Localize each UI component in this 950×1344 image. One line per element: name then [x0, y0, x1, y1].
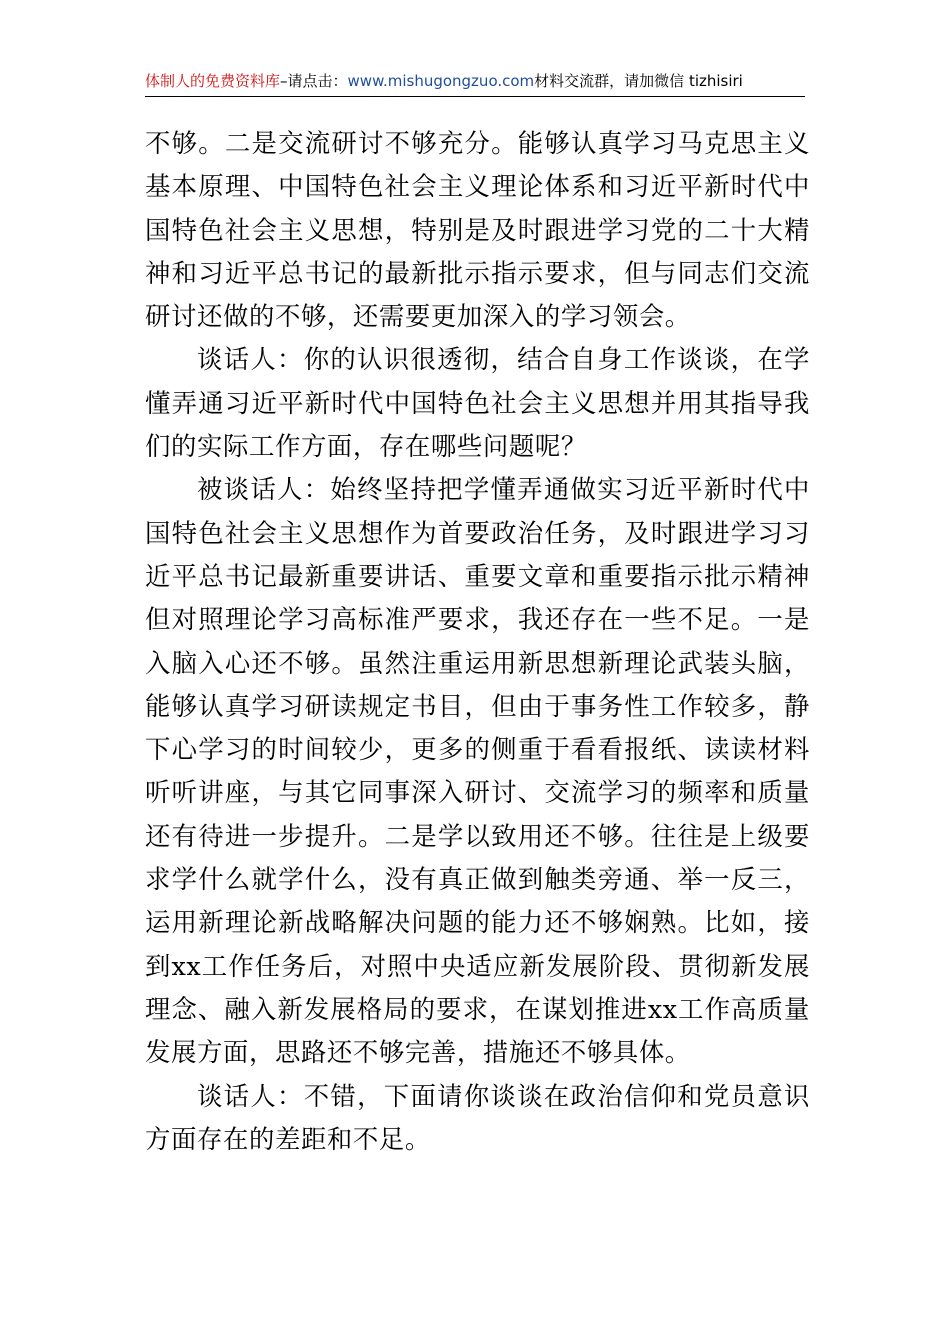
header-wechat-text: 材料交流群，请加微信 tizhisiri: [534, 72, 743, 90]
header-divider: [145, 96, 805, 97]
page-header: [145, 68, 805, 94]
document-body: [145, 122, 810, 1161]
paragraph-continued: 不够。二是交流研讨不够充分。能够认真学习马克思主义基本原理、中国特色社会主义理论体系和习近平新时代中国特色社会主义思想，特别是及时跟进学习党的二十大精神和习近平总书记的最新批示指示要求，但与同志们交流研讨还做的不够，还需要更加深入的学习领会。: [145, 128, 810, 332]
paragraph-interviewee-answer: 被谈话人：始终坚持把学懂弄通做实习近平新时代中国特色社会主义思想作为首要政治任务，及时跟进学习习近平总书记最新重要讲话、重要文章和重要指示批示精神但对照理论学习高标准严要求，我还存在一些不足。一是入脑入心还不够。虽然注重运用新思想新理论武装头脑，能够认真学习研读规定书目，但由于事务性工作较多，静下心学习的时间较少，更多的侧重于看看报纸、读读材料听听讲座，与其它同事深入研讨、交流学习的频率和质量还有待进一步提升。二是学以致用还不够。往往是上级要求学什么就学什么，没有真正做到触类旁通、举一反三，运用新理论新战略解决问题的能力还不够娴熟。比如，接到xx工作任务后，对照中央适应新发展阶段、贯彻新发展理念、融入新发展格局的要求，在谋划推进xx工作高质量发展方面，思路还不够完善，措施还不够具体。: [145, 474, 810, 1068]
header-brand-text: 体制人的免费资料库: [145, 72, 281, 90]
paragraph-interviewer-question: 谈话人：你的认识很透彻，结合自身工作谈谈，在学懂弄通习近平新时代中国特色社会主义思想并用其指导我们的实际工作方面，存在哪些问题呢？: [145, 344, 810, 462]
header-website-link[interactable]: www.mishugongzuo.com: [347, 72, 535, 90]
header-prompt-text: –请点击：: [280, 72, 348, 90]
paragraph-interviewer-followup: 谈话人：不错，下面请你谈谈在政治信仰和党员意识方面存在的差距和不足。: [145, 1080, 810, 1154]
